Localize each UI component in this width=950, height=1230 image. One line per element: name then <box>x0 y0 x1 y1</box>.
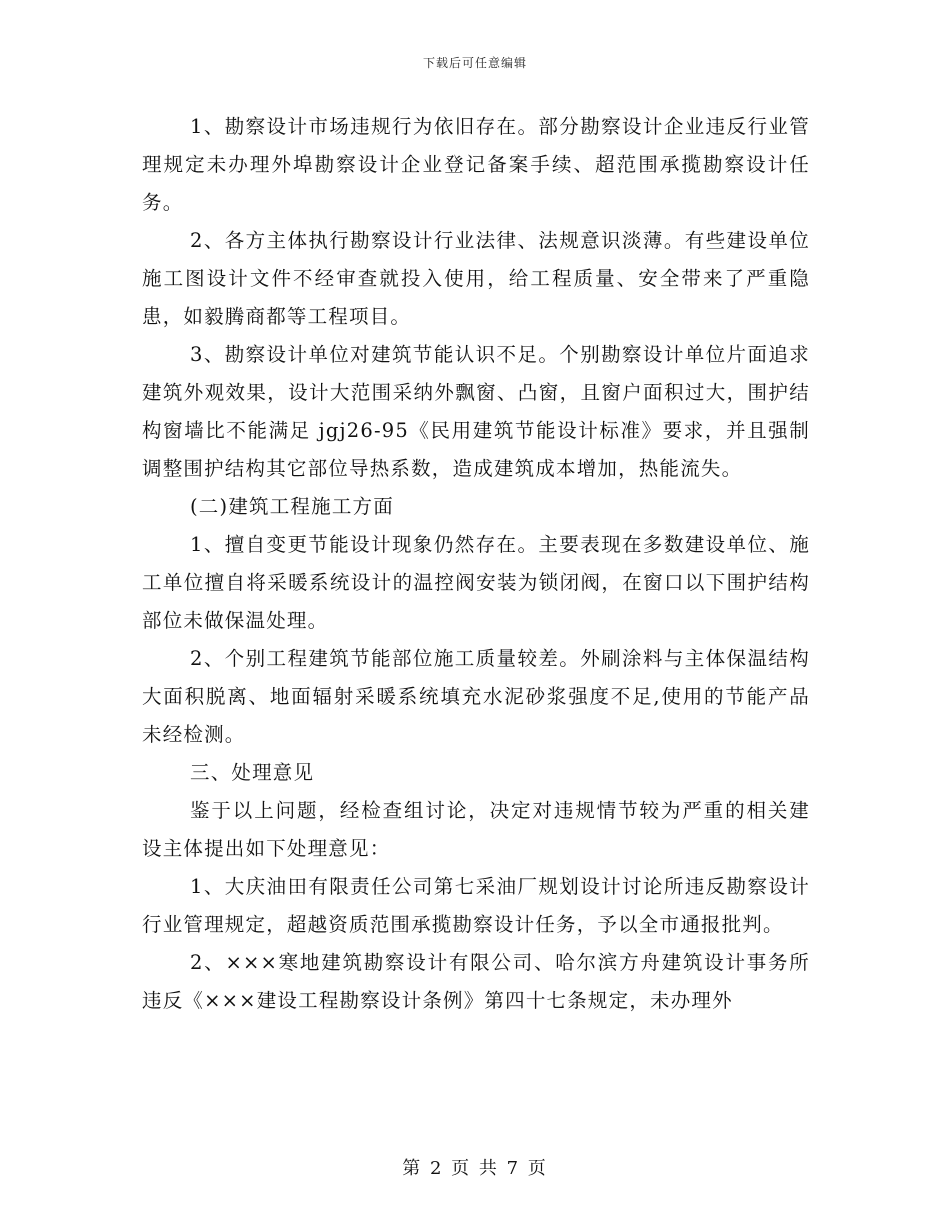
page-header: 下载后可任意编辑 <box>422 56 527 70</box>
section-heading-construction: (二)建筑工程施工方面 <box>190 495 394 518</box>
paragraph-energy-saving-awareness: 3、勘察设计单位对建筑节能认识不足。个别勘察设计单位片面追求建筑外观效果，设计大范围采纳外飘窗、凸窗，且窗户面积过大，围护结构窗墙比不能满足 jgj26-95《民用建筑节能设计标准》要求，并且强制调整围护结构其它部位导热系数，造成建筑成本增加，热能流失。 <box>142 343 810 480</box>
paragraph-poor-construction-quality: 2、个别工程建筑节能部位施工质量较差。外刷涂料与主体保温结构大面积脱离、地面辐射采暖系统填充水泥砂浆强度不足,使用的节能产品未经检测。 <box>142 647 810 746</box>
paragraph-weak-legal-awareness: 2、各方主体执行勘察设计行业法律、法规意识淡薄。有些建设单位施工图设计文件不经审查就投入使用，给工程质量、安全带来了严重隐患，如毅腾商都等工程项目。 <box>142 229 810 328</box>
document-body <box>142 108 810 1020</box>
paragraph-opinion-2: 2、×××寒地建筑勘察设计有限公司、哈尔滨方舟建筑设计事务所违反《×××建设工程勘察设计条例》第四十七条规定，未办理外 <box>142 951 810 1012</box>
paragraph-unauthorized-changes: 1、擅自变更节能设计现象仍然存在。主要表现在多数建设单位、施工单位擅自将采暖系统设计的温控阀安装为锁闭阀，在窗口以下围护结构部位未做保温处理。 <box>142 533 810 632</box>
section-heading-handling-opinions: 三、处理意见 <box>190 761 315 784</box>
page-number-footer: 第 2 页 共 7 页 <box>402 1158 548 1179</box>
paragraph-opinion-1: 1、大庆油田有限责任公司第七采油厂规划设计讨论所违反勘察设计行业管理规定，超越资质范围承揽勘察设计任务，予以全市通报批判。 <box>142 875 810 936</box>
paragraph-handling-intro: 鉴于以上问题，经检查组讨论，决定对违规情节较为严重的相关建设主体提出如下处理意见： <box>142 799 810 860</box>
paragraph-design-market-violations: 1、勘察设计市场违规行为依旧存在。部分勘察设计企业违反行业管理规定未办理外埠勘察设计企业登记备案手续、超范围承揽勘察设计任务。 <box>142 115 810 214</box>
